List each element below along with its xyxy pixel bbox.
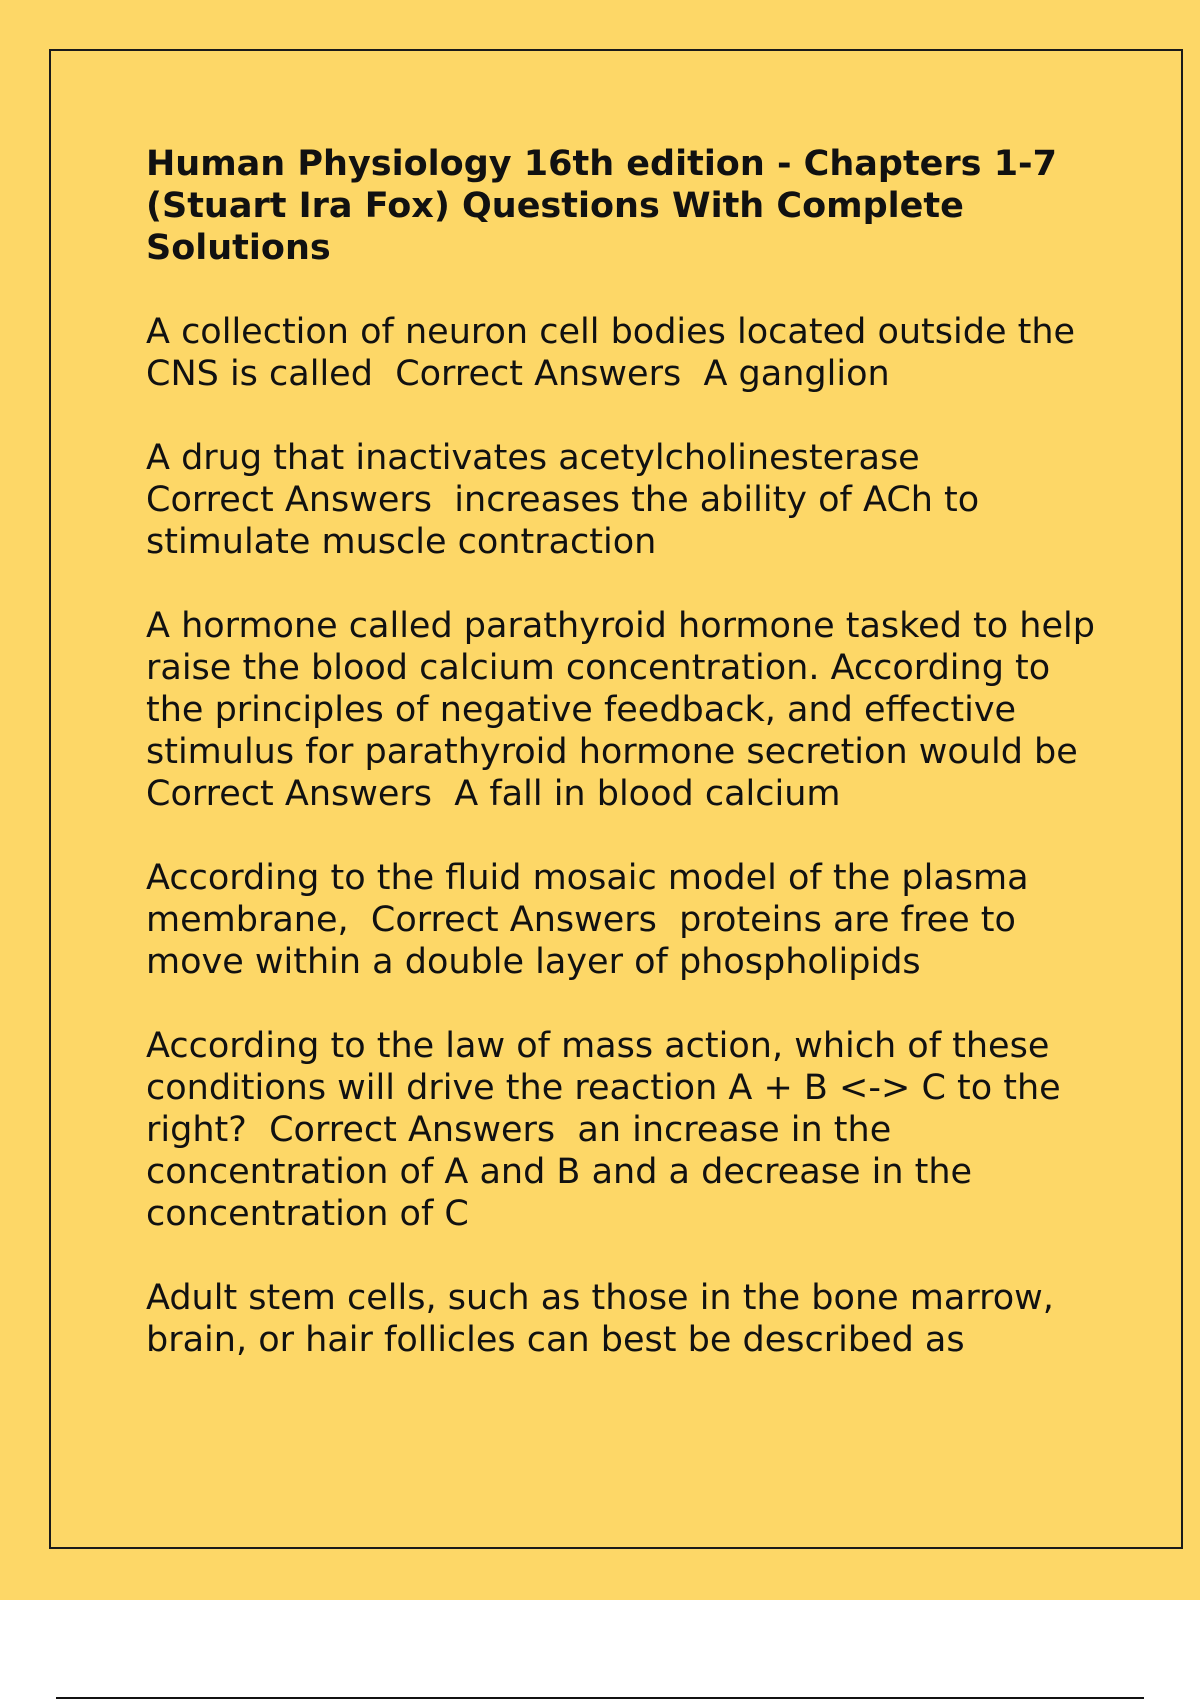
question-text: A drug that inactivates acetylcholinesterase bbox=[146, 438, 920, 478]
question-text: A hormone called parathyroid hormone tasked to help raise the blood calcium concentration. According to the principles of negative feedback, and effective stimulus for parathyroid hormone secretion would be bbox=[146, 606, 1107, 772]
answer-marker: Correct Answers bbox=[370, 900, 657, 940]
answer-marker: Correct Answers bbox=[395, 354, 682, 394]
qa-item bbox=[146, 1277, 1096, 1361]
qa-item bbox=[146, 1025, 1096, 1235]
question-text: According to the law of mass action, which of these conditions will drive the reaction A + B <-> C to the right? bbox=[146, 1026, 1072, 1150]
answer-text: an increase in the concentration of A and B and a decrease in the concentration of C bbox=[146, 1110, 984, 1234]
question-text: Adult stem cells, such as those in the bone marrow, brain, or hair follicles can best be described as bbox=[146, 1278, 1066, 1360]
qa-item bbox=[146, 857, 1096, 983]
answer-marker: Correct Answers bbox=[146, 774, 433, 814]
answer-marker: Correct Answers bbox=[146, 480, 433, 520]
answer-text: increases the ability of ACh to stimulate muscle contraction bbox=[146, 480, 991, 562]
answer-text: A fall in blood calcium bbox=[454, 774, 841, 814]
question-text: A collection of neuron cell bodies located outside the CNS is called bbox=[146, 312, 1087, 394]
document-content bbox=[146, 143, 1107, 1403]
footer-divider bbox=[56, 1697, 1144, 1699]
qa-item bbox=[146, 437, 1096, 563]
answer-text: proteins are free to move within a double layer of phospholipids bbox=[146, 900, 1028, 982]
qa-item bbox=[146, 311, 1096, 395]
question-text: According to the fluid mosaic model of the plasma membrane, bbox=[146, 858, 1040, 940]
document-title: Human Physiology 16th edition - Chapters 1-7 (Stuart Ira Fox) Questions With Complete Solutions bbox=[146, 144, 1057, 268]
answer-marker: Correct Answers bbox=[269, 1110, 556, 1150]
answer-text: A ganglion bbox=[703, 354, 890, 394]
qa-item bbox=[146, 605, 1107, 815]
